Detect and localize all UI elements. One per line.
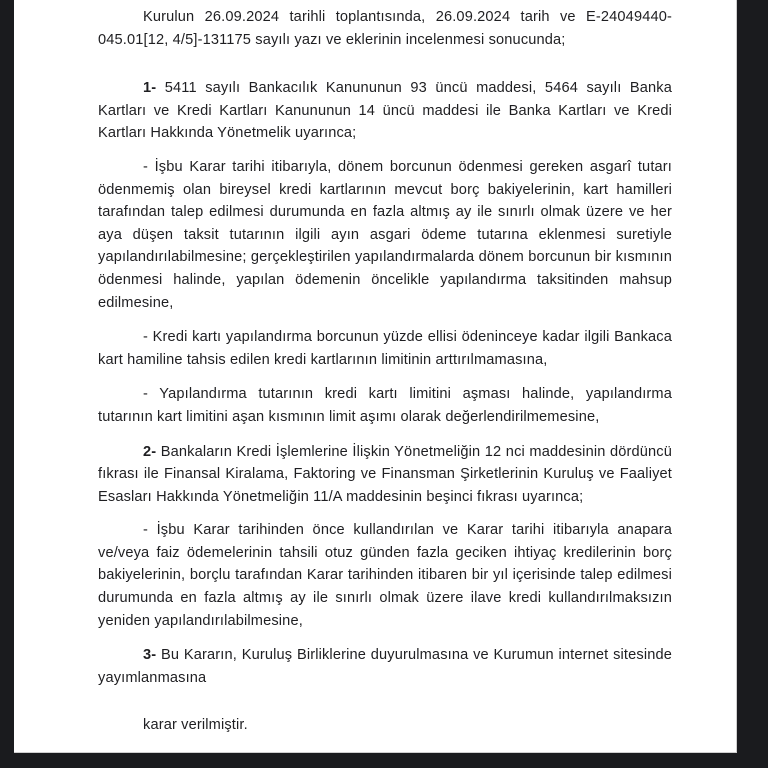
document-page (14, 0, 737, 753)
paragraph-item-1 (98, 77, 672, 145)
paragraph-item-3 (98, 644, 672, 689)
paragraph-item-1-bullet-3: - Yapılandırma tutarının kredi kartı limitini aşması halinde, yapılandırma tutarının kart limitini aşan kısmının limit aşımı olarak değerlendirilmemesine, (98, 386, 672, 425)
item-2-text: Bankaların Kredi İşlemlerine İlişkin Yönetmeliğin 12 nci maddesinin dördüncü fıkrası ile Finansal Kiralama, Faktoring ve Finansman Şirketlerinin Kuruluş ve Faaliyet Esasları Hakkında Yönetmeliğin 11/A maddesinin beşinci fıkrası uyarınca; (98, 443, 672, 505)
item-1-text: 5411 sayılı Bankacılık Kanununun 93 üncü maddesi, 5464 sayılı Banka Kartları ve Kredi Kartları Kanununun 14 üncü maddesi ile Banka Kartları ve Kredi Kartları Hakkında Yönetmelik uyarınca; (98, 80, 672, 142)
paragraph-item-1-bullet-1: - İşbu Karar tarihi itibarıyla, dönem borcunun ödenmesi gereken asgarî tutarı ödenmemiş olan bireysel kredi kartlarının mevcut borç bakiyelerinin, kart hamilleri tarafından talep edilmesi durumunda en fazla altmış ay ile sınırlı olmak üzere ve her aya düşen taksit tutarının ilgili ayın asgari ödeme tutarına eklenmesi suretiyle yapılandırılabilmesine; gerçekleştirilen yapılandırmalarda dönem borcunun bir kısmının ödenmesi halinde, yapılan ödemenin öncelikle yapılandırma taksitinden mahsup edilmesine, (98, 158, 672, 311)
item-3-text: Bu Kararın, Kuruluş Birliklerine duyurulmasına ve Kurumun internet sitesinde yayımlanmasına (98, 647, 672, 686)
paragraph-item-2 (98, 441, 672, 509)
paragraph-item-2-bullet-1: - İşbu Karar tarihinden önce kullandırılan ve Karar tarihi itibarıyla anapara ve/veya faiz ödemelerinin tahsili otuz günden fazla geciken ihtiyaç kredilerinin borç bakiyelerinin, borçlu tarafından Karar tarihinden itibaren bir yıl içerisinde talep edilmesi durumunda en fazla altmış ay ile sınırlı olmak üzere ilave kredi kullandırılmaksızın yeniden yapılandırılabilmesine, (98, 522, 672, 629)
paragraph-item-1-bullet-2: - Kredi kartı yapılandırma borcunun yüzde ellisi ödeninceye kadar ilgili Bankaca kart hamiline tahsis edilen kredi kartlarının limitinin arttırılmamasına, (98, 329, 672, 368)
document-text-column (98, 6, 672, 737)
paragraph-intro: Kurulun 26.09.2024 tarihli toplantısında, 26.09.2024 tarih ve E-24049440-045.01[12, 4/5]-131175 sayılı yazı ve eklerinin incelenmesi sonucunda; (98, 9, 672, 48)
item-1-marker: 1- (143, 80, 157, 97)
item-3-marker: 3- (143, 647, 157, 664)
item-2-marker: 2- (143, 443, 157, 460)
paragraph-closing: karar verilmiştir. (143, 717, 248, 734)
